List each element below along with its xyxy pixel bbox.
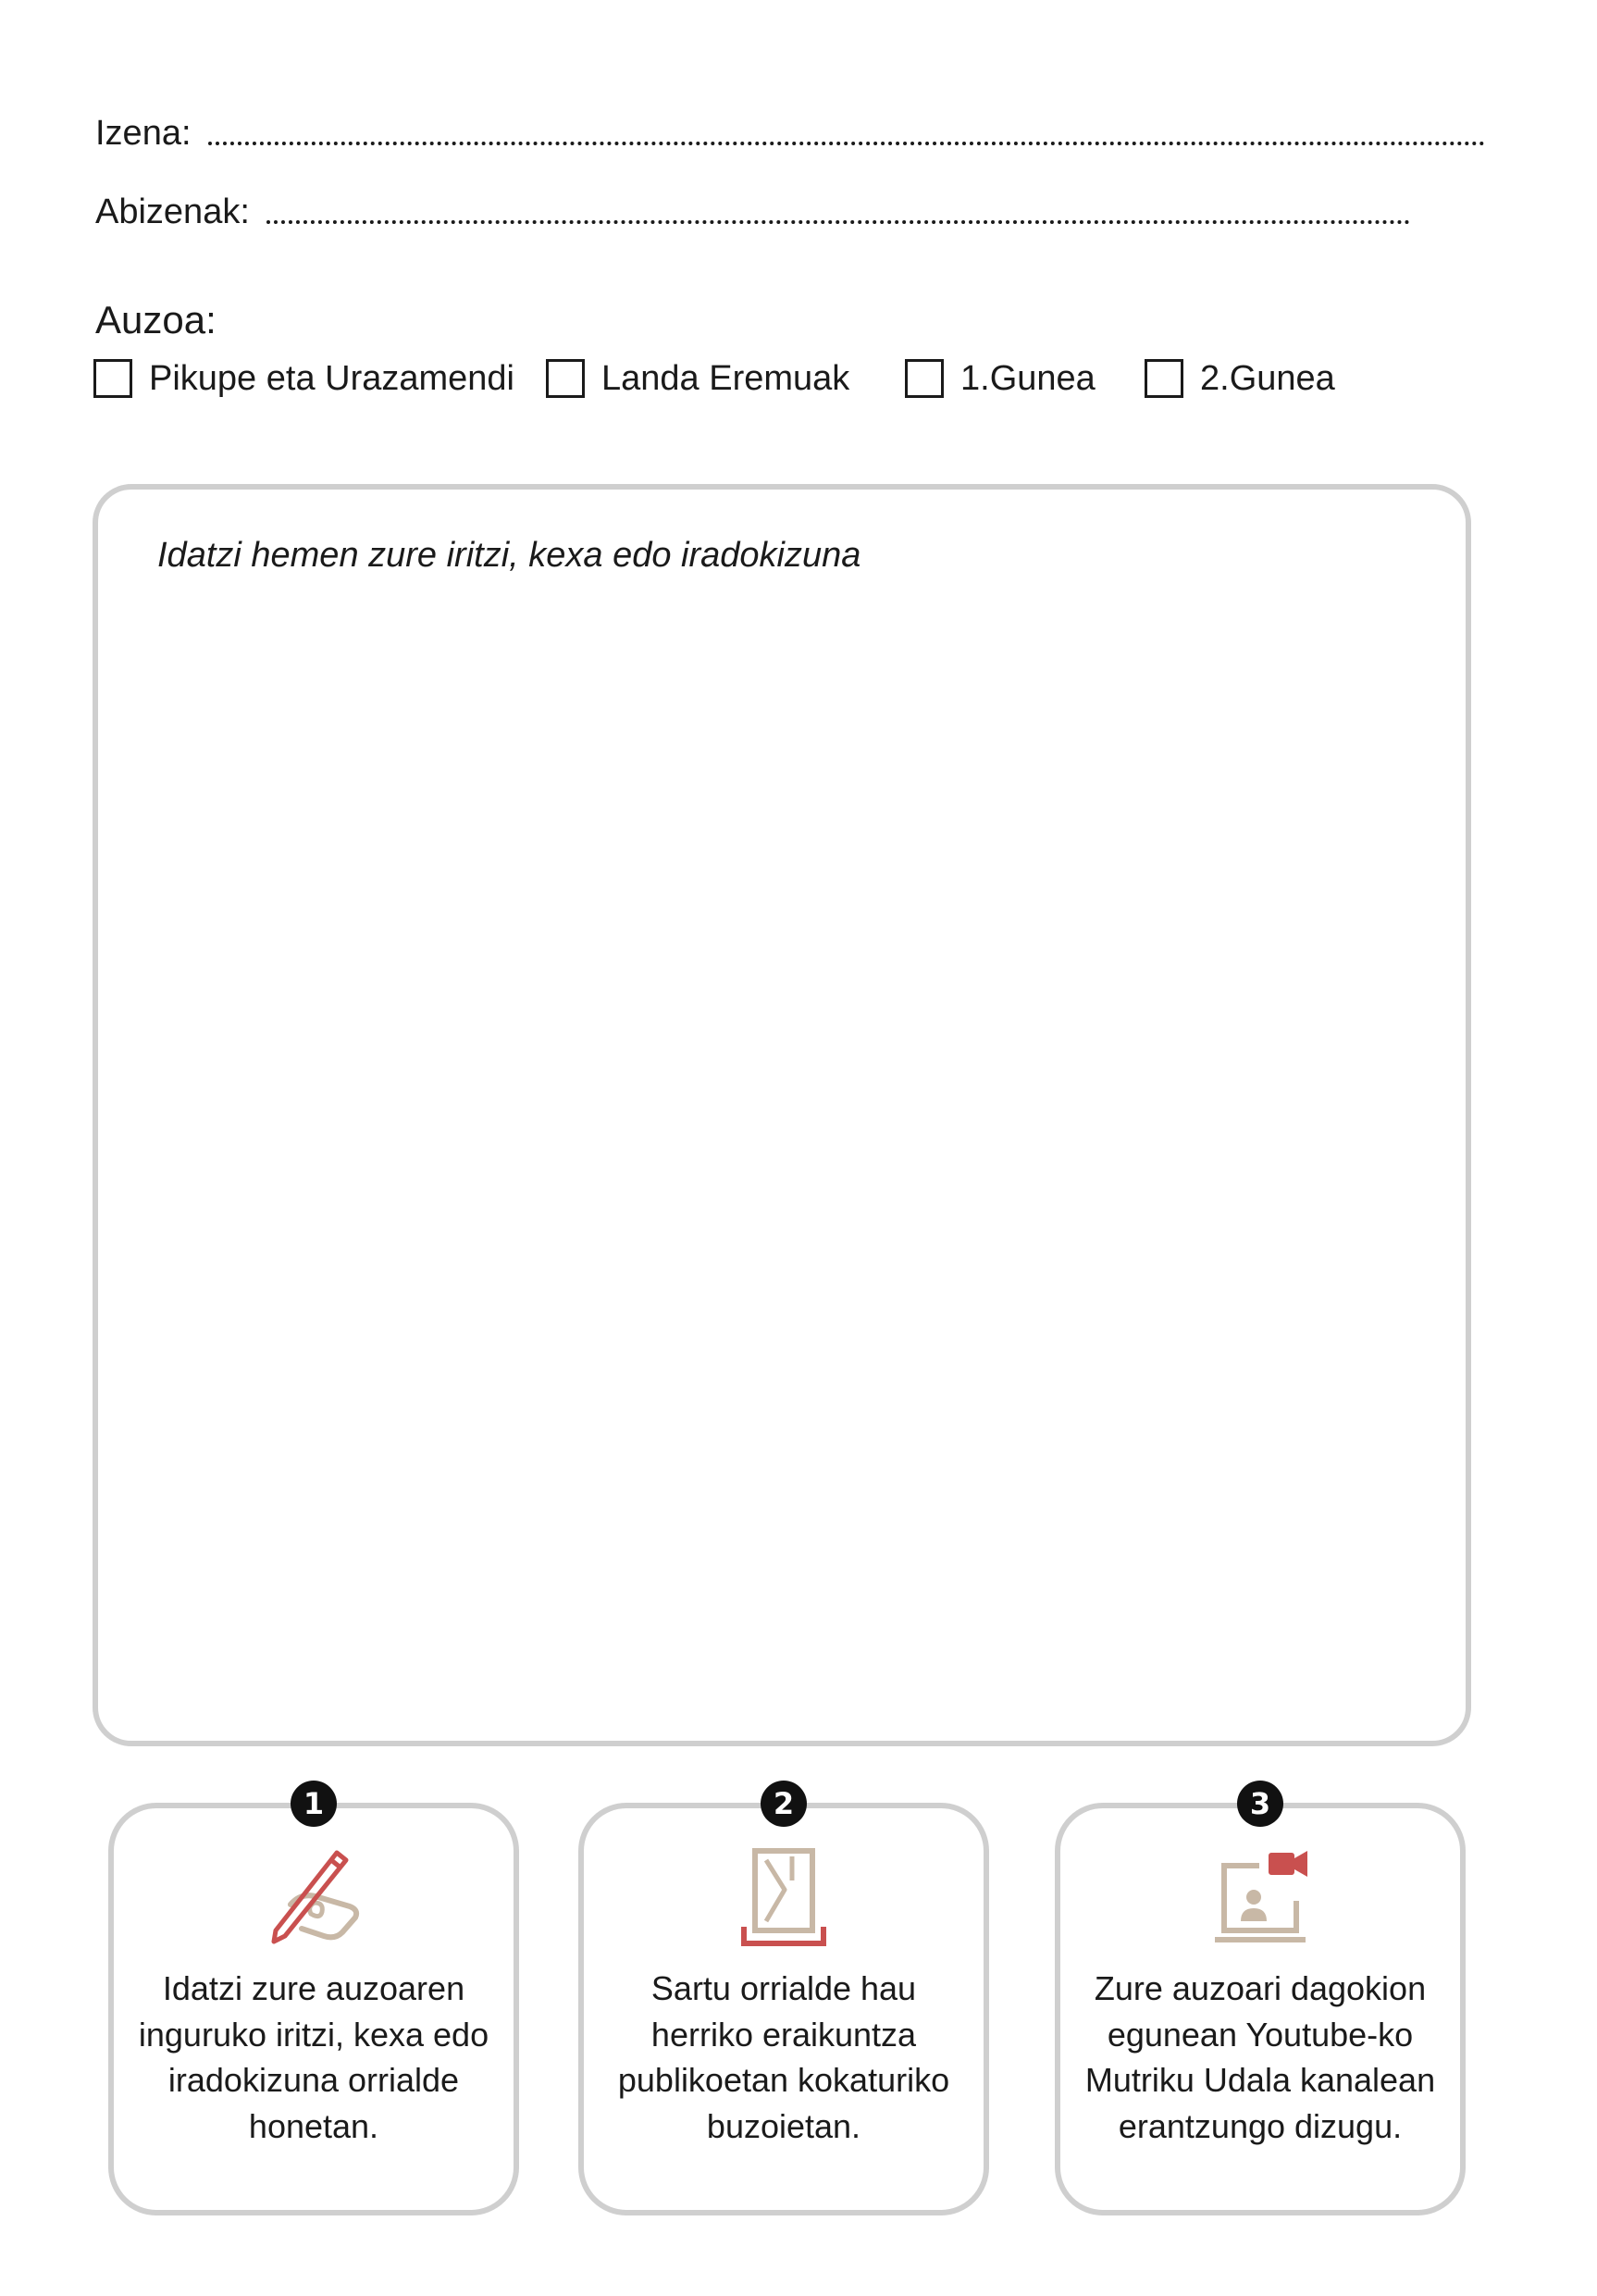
surname-input-line[interactable]	[266, 220, 1410, 224]
comment-placeholder: Idatzi hemen zure iritzi, kexa edo iradokizuna	[157, 536, 861, 575]
comment-writing-area[interactable]	[135, 591, 1429, 1704]
neighborhood-option-gunea-2[interactable]	[1145, 359, 1335, 398]
video-call-icon	[1200, 1847, 1320, 1949]
checkbox[interactable]	[546, 359, 585, 398]
step-number-badge: 3	[1237, 1781, 1283, 1827]
comment-box[interactable]	[93, 484, 1471, 1746]
name-label: Izena:	[95, 114, 192, 153]
checkbox[interactable]	[1145, 359, 1183, 398]
step-card-1	[108, 1786, 519, 2215]
option-label: 2.Gunea	[1200, 359, 1335, 398]
neighborhood-option-pikupe[interactable]	[93, 359, 514, 398]
hand-writing-icon	[254, 1847, 374, 1949]
option-label: 1.Gunea	[960, 359, 1096, 398]
checkbox[interactable]	[93, 359, 132, 398]
step-text: Idatzi zure auzoaren inguruko iritzi, kexa edo iradokizuna orrialde honetan.	[138, 1969, 489, 2146]
step-number-badge: 1	[291, 1781, 337, 1827]
surname-field-row	[95, 194, 1410, 230]
neighborhood-label: Auzoa:	[95, 298, 217, 341]
neighborhood-option-landa-eremuak[interactable]	[546, 359, 849, 398]
surname-label: Abizenak:	[95, 192, 250, 231]
name-field-row	[95, 116, 1485, 151]
step-text: Zure auzoari dagokion egunean Youtube-ko Mutriku Udala kanalean erantzungo dizugu.	[1084, 1969, 1436, 2146]
option-label: Landa Eremuak	[601, 359, 850, 398]
neighborhood-option-gunea-1[interactable]	[905, 359, 1096, 398]
name-input-line[interactable]	[208, 142, 1485, 145]
checkbox[interactable]	[905, 359, 944, 398]
step-card-2	[578, 1786, 989, 2215]
step-text: Sartu orrialde hau herriko eraikuntza publikoetan kokaturiko buzoietan.	[617, 1969, 950, 2146]
step-card-3	[1055, 1786, 1466, 2215]
step-number-badge: 2	[761, 1781, 807, 1827]
option-label: Pikupe eta Urazamendi	[149, 359, 514, 398]
mailbox-slot-icon	[724, 1847, 844, 1949]
